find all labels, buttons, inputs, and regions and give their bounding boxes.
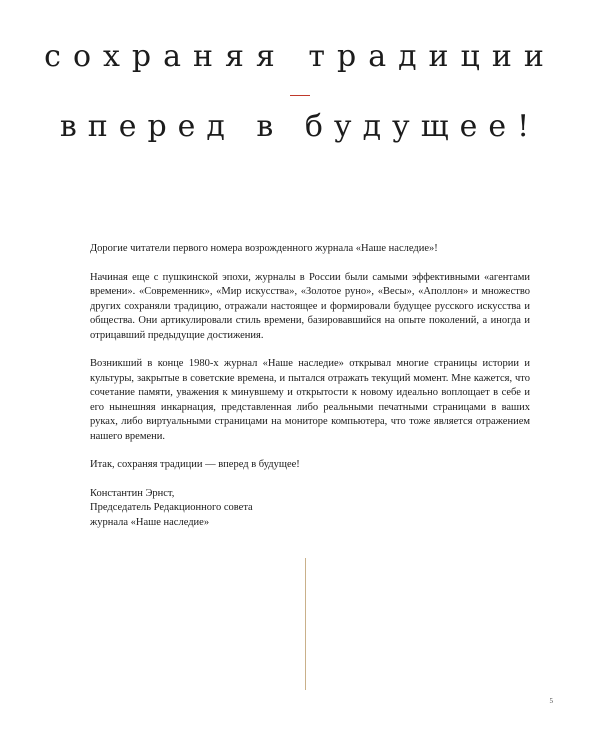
page-title-line-1: сохраняя традиции [44,39,556,74]
signature-block [90,487,530,531]
vertical-rule [305,558,306,690]
letter-paragraph-2: Возникший в конце 1980-х журнал «Наше наследие» открывал многие страницы истории и культуры, закрытые в советские времена, и пытался отражать текущий момент. Мне кажется, что сочетание памяти, уважения к минувшему и открытости к новому идеально воплощает в себе и его нынешняя инкарнация, представленная либо реальными печатными страницами в ваших руках, либо виртуальными страницами на мониторе компьютера, что тоже является отражением нашего времени. [90,358,530,442]
page-number: 5 [549,697,553,705]
letter-closing: Итак, сохраняя традиции — вперед в будущее! [90,459,300,470]
editorial-letter [90,242,530,530]
signature-name: Константин Эрнст, [90,487,175,499]
letter-greeting: Дорогие читатели первого номера возрожденного журнала «Наше наследие»! [90,243,438,254]
signature-organization: журнала «Наше наследие» [90,516,210,528]
title-divider [290,95,310,96]
letter-paragraph-1: Начиная еще с пушкинской эпохи, журналы в России были самыми эффективными «агентами времени». «Современник», «Мир искусства», «Золотое руно», «Весы», «Аполлон» и множество других сохраняли традицию, отражали настоящее и формировали будущее русского искусства и общества. Они артикулировали стиль времени, базировавшийся на опыте поколений, а иногда и отрицавший предыдущие достижения. [90,271,530,341]
page-title-line-2: вперед в будущее! [59,109,541,144]
signature-position: Председатель Редакционного совета [90,502,253,513]
